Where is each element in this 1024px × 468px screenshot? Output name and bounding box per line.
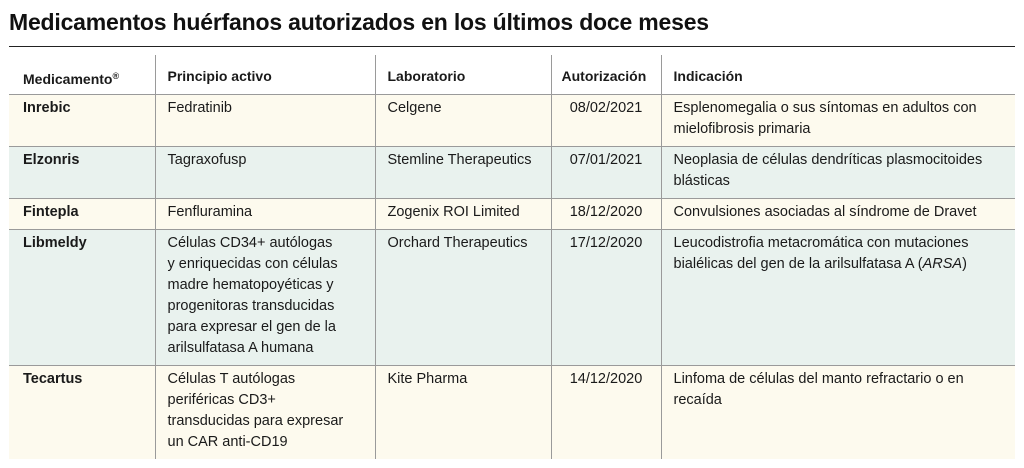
cell-medicamento: Inrebic [9, 94, 155, 146]
cell-autorizacion: 08/02/2021 [551, 94, 661, 146]
title-divider [9, 46, 1015, 47]
page-title: Medicamentos huérfanos autorizados en los últimos doce meses [9, 9, 709, 35]
cell-autorizacion: 18/12/2020 [551, 198, 661, 229]
orphan-drugs-table [9, 55, 1015, 459]
cell-medicamento: Libmeldy [9, 229, 155, 365]
column-header-principio-activo: Principio activo [155, 55, 375, 94]
cell-autorizacion: 17/12/2020 [551, 229, 661, 365]
cell-laboratorio: Stemline Therapeutics [375, 146, 551, 198]
cell-principio-activo: Células CD34+ autólogas y enriquecidas con células madre hematopoyéticas y progenitoras transducidas para expresar el gen de la arilsulfatasa A humana [155, 229, 375, 365]
column-header-autorizacion: Autorización [551, 55, 661, 94]
cell-autorizacion: 07/01/2021 [551, 146, 661, 198]
cell-indicacion: Esplenomegalia o sus síntomas en adultos con mielofibrosis primaria [661, 94, 1015, 146]
cell-principio-activo: Tagraxofusp [155, 146, 375, 198]
cell-indicacion: Convulsiones asociadas al síndrome de Dravet [661, 198, 1015, 229]
table-row [9, 198, 1015, 229]
cell-indicacion: Neoplasia de células dendríticas plasmocitoides blásticas [661, 146, 1015, 198]
cell-indicacion: Leucodistrofia metacromática con mutaciones bialélicas del gen de la arilsulfatasa A (ARSA) [661, 229, 1015, 365]
registered-mark: ® [112, 71, 120, 81]
cell-autorizacion: 14/12/2020 [551, 365, 661, 459]
cell-medicamento: Fintepla [9, 198, 155, 229]
column-header-medicamento: Medicamento® [9, 55, 155, 94]
cell-medicamento: Tecartus [9, 365, 155, 459]
cell-principio-activo: Células T autólogas periféricas CD3+ transducidas para expresar un CAR anti-CD19 [155, 365, 375, 459]
cell-medicamento: Elzonris [9, 146, 155, 198]
cell-laboratorio: Kite Pharma [375, 365, 551, 459]
cell-principio-activo: Fedratinib [155, 94, 375, 146]
cell-principio-activo: Fenfluramina [155, 198, 375, 229]
cell-indicacion: Linfoma de células del manto refractario o en recaída [661, 365, 1015, 459]
column-header-laboratorio: Laboratorio [375, 55, 551, 94]
table-row [9, 94, 1015, 146]
cell-laboratorio: Orchard Therapeutics [375, 229, 551, 365]
table-row [9, 229, 1015, 365]
cell-laboratorio: Zogenix ROI Limited [375, 198, 551, 229]
table-row [9, 146, 1015, 198]
table-header-row [9, 55, 1015, 94]
column-header-indicacion: Indicación [661, 55, 1015, 94]
cell-laboratorio: Celgene [375, 94, 551, 146]
table-row [9, 365, 1015, 459]
